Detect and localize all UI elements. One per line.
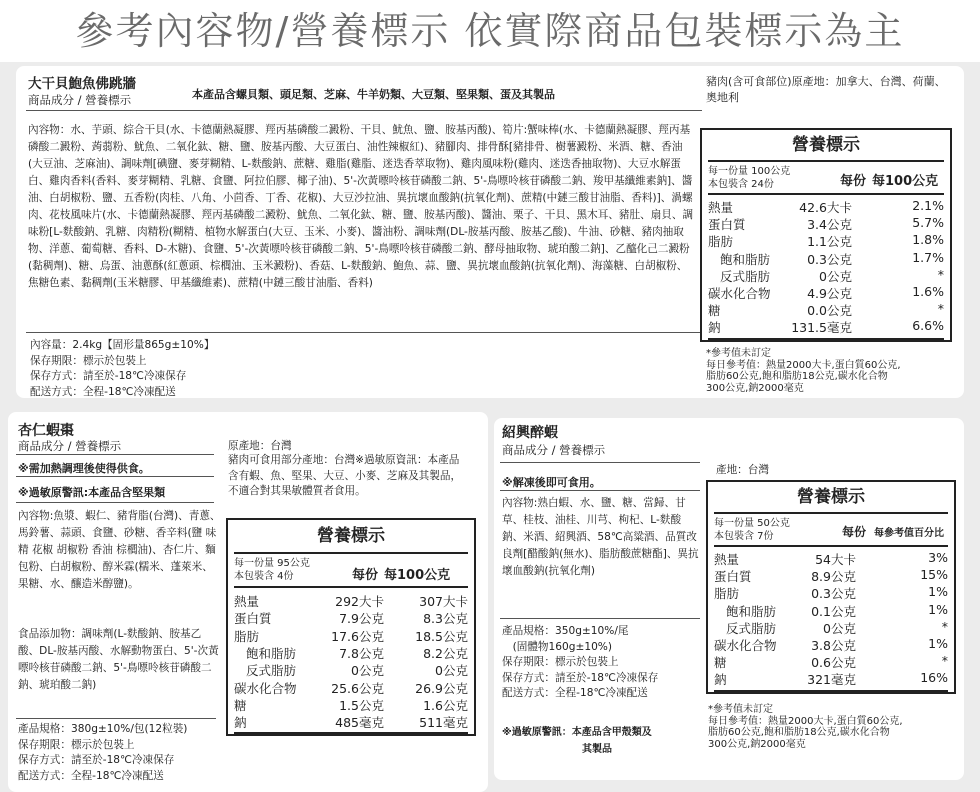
nutrient-name: 反式脂肪 xyxy=(246,663,297,679)
nutrient-name: 糖 xyxy=(234,697,247,713)
nutrient-per-100g: * xyxy=(941,618,948,634)
nutrient-per-100g: 1.6% xyxy=(912,284,944,299)
nutrient-per-serving: 0.0公克 xyxy=(807,303,852,319)
product-card-drunken-shrimp xyxy=(494,418,964,780)
allergen-warning: ※過敏原警訊：本產品含甲殼類及 其製品 xyxy=(502,727,652,755)
nutrition-row xyxy=(234,661,468,678)
serving-size: 每一份量 100公克 xyxy=(708,166,791,177)
nutrient-per-100g: 15% xyxy=(920,567,948,583)
servings-per-pack: 本包裝含 7份 xyxy=(714,531,774,542)
info-list xyxy=(30,338,214,400)
nutrient-name: 糖 xyxy=(708,303,721,319)
nutrition-row xyxy=(234,609,468,626)
nutrient-name: 鈉 xyxy=(708,320,721,336)
serving-size: 每一份量 50公克 xyxy=(714,518,790,529)
nutrition-footnote: *參考值未訂定 每日參考值：熱量2000大卡,蛋白質60公克, 脂肪60公克,飽和脂肪18公克,碳水化合物 300公克,鈉2000毫克 xyxy=(706,348,901,394)
nutrition-row xyxy=(714,619,948,636)
nutrient-per-serving: 8.9公克 xyxy=(811,569,856,585)
product-subtitle: 商品成分 / 營養標示 xyxy=(28,93,132,107)
nutrition-row xyxy=(708,284,944,301)
nutrition-row xyxy=(708,267,944,284)
nutrient-per-100g: 307大卡 xyxy=(419,594,468,609)
nutrient-per-100g: * xyxy=(937,301,944,317)
pork-origin: 豬肉(含可食部位)原產地：加拿大、台灣、荷蘭、奧地利 xyxy=(706,75,946,104)
nutrient-name: 反式脂肪 xyxy=(726,620,777,636)
nutrient-per-serving: 1.1公克 xyxy=(807,234,852,250)
info-shelf-life: 保存期限：標示於包裝上 xyxy=(30,354,147,367)
nutrient-per-100g: 2.1% xyxy=(912,198,944,213)
product-name: 杏仁蝦棗 xyxy=(18,423,74,439)
info-shelf-life: 保存期限：標示於包裝上 xyxy=(18,738,135,751)
nutrient-name: 鈉 xyxy=(234,715,247,731)
info-shelf-life: 保存期限：標示於包裝上 xyxy=(502,656,619,668)
col-per-100g: 每100公克 xyxy=(384,568,451,583)
nutrient-name: 碳水化合物 xyxy=(708,286,771,301)
nutrient-per-100g: 18.5公克 xyxy=(415,628,468,644)
nutrient-name: 蛋白質 xyxy=(234,611,272,627)
nutrition-row xyxy=(714,636,948,653)
nutrient-per-100g: 1% xyxy=(928,636,948,651)
product-name: 紹興醉蝦 xyxy=(502,425,558,441)
nutrient-name: 脂肪 xyxy=(234,628,260,644)
nutrient-per-serving: 3.4公克 xyxy=(807,217,852,233)
nutrient-per-serving: 0.6公克 xyxy=(811,655,856,671)
product-subtitle: 商品成分 / 營養標示 xyxy=(502,443,606,457)
nutrition-title: 營養標示 xyxy=(317,526,385,546)
col-daily-percent: 每參考值百分比 xyxy=(874,528,944,539)
nutrient-per-serving: 17.6公克 xyxy=(331,628,384,644)
nutrient-per-100g: 3% xyxy=(928,550,948,565)
nutrition-row xyxy=(714,567,948,584)
servings-per-pack: 本包裝含 24份 xyxy=(708,179,774,190)
nutrient-per-100g: 1.7% xyxy=(912,249,944,265)
origin: 產地：台灣 xyxy=(716,464,769,476)
nutrient-name: 反式脂肪 xyxy=(720,268,771,284)
nutrient-per-100g: 0公克 xyxy=(435,663,468,679)
servings-per-pack: 本包裝含 4份 xyxy=(234,571,294,582)
nutrition-row xyxy=(708,198,944,215)
nutrition-row xyxy=(714,584,948,601)
nutrient-per-serving: 0公克 xyxy=(351,663,384,679)
product-name: 大干貝鮑魚佛跳牆 xyxy=(28,76,136,92)
nutrition-row xyxy=(708,232,944,249)
nutrition-footnote: *參考值未訂定 每日參考值：熱量2000大卡,蛋白質60公克, 脂肪60公克,飽和脂肪18公克,碳水化合物 300公克,鈉2000毫克 xyxy=(708,704,903,750)
nutrient-name: 熱量 xyxy=(714,552,740,567)
origin: 原產地：台灣 xyxy=(228,440,292,452)
nutrient-per-100g: 8.2公克 xyxy=(423,645,468,661)
nutrient-per-serving: 7.8公克 xyxy=(339,645,384,661)
info-delivery: 配送方式：全程-18℃冷凍配送 xyxy=(18,769,164,782)
nutrient-per-serving: 0公克 xyxy=(819,268,852,284)
heating-warning: ※需加熱調理後使得供食。 xyxy=(18,462,150,475)
nutrient-per-100g: 1% xyxy=(928,584,948,600)
nutrition-row xyxy=(234,713,468,730)
nutrient-per-serving: 3.8公克 xyxy=(811,638,856,653)
nutrition-row xyxy=(234,696,468,713)
nutrient-per-100g: * xyxy=(941,653,948,669)
nutrient-name: 糖 xyxy=(714,655,727,671)
info-solid-weight: (固體物160g±10%) xyxy=(502,640,613,653)
nutrition-row xyxy=(714,653,948,670)
nutrition-facts-panel xyxy=(226,518,476,736)
nutrition-row xyxy=(708,215,944,232)
nutrition-row xyxy=(708,301,944,318)
nutrient-per-serving: 292大卡 xyxy=(335,594,384,609)
nutrient-per-serving: 54大卡 xyxy=(815,552,856,567)
nutrient-per-100g: * xyxy=(937,266,944,282)
nutrition-facts-panel xyxy=(706,480,956,694)
info-list xyxy=(18,722,187,784)
product-card-almond-shrimp-balls xyxy=(8,412,488,792)
info-spec: 產品規格：380g±10%/包(12粒裝) xyxy=(18,723,188,735)
nutrition-row xyxy=(234,627,468,644)
nutrient-name: 脂肪 xyxy=(714,586,740,602)
nutrient-per-serving: 25.6公克 xyxy=(331,680,384,696)
product-subtitle: 商品成分 / 營養標示 xyxy=(18,439,122,453)
nutrient-name: 熱量 xyxy=(234,594,260,609)
nutrient-per-serving: 4.9公克 xyxy=(807,286,852,301)
nutrient-per-100g: 6.6% xyxy=(912,318,944,334)
col-per-serving: 每份 xyxy=(352,568,379,583)
nutrient-per-serving: 0.3公克 xyxy=(807,251,852,267)
info-storage: 保存方式：請至於-18℃冷凍保存 xyxy=(30,370,187,382)
info-storage: 保存方式：請至於-18℃冷凍保存 xyxy=(502,671,659,684)
allergy-info: 豬肉可食用部分產地：台灣※過敏原資訊：本產品含有蝦、魚、堅果、大豆、小麥、芝麻及其製品，不適合對其果敏體質者食用。 xyxy=(228,454,462,497)
nutrition-row xyxy=(714,550,948,567)
nutrient-name: 飽和脂肪 xyxy=(246,645,297,661)
nutrient-per-100g: 1% xyxy=(928,601,948,617)
nutrient-name: 碳水化合物 xyxy=(234,680,297,696)
nutrient-name: 熱量 xyxy=(708,200,734,215)
nutrient-name: 蛋白質 xyxy=(714,569,752,585)
info-storage: 保存方式：請至於-18℃冷凍保存 xyxy=(18,754,175,766)
info-delivery: 配送方式：全程-18℃冷凍配送 xyxy=(502,687,648,699)
nutrition-row xyxy=(714,602,948,619)
nutrient-per-serving: 0公克 xyxy=(823,620,856,636)
nutrition-title: 營養標示 xyxy=(792,135,860,155)
nutrient-name: 鈉 xyxy=(714,672,727,688)
nutrient-per-100g: 16% xyxy=(920,670,948,686)
nutrient-per-serving: 131.5毫克 xyxy=(791,320,852,336)
nutrient-name: 脂肪 xyxy=(708,234,734,250)
nutrient-per-serving: 1.5公克 xyxy=(339,697,384,713)
nutrition-row xyxy=(234,592,468,609)
nutrient-per-serving: 7.9公克 xyxy=(339,611,384,627)
additives-text: 食品添加物：調味劑(L-麩酸鈉、胺基乙酸、DL-胺基丙酸、水解動物蛋白、5'-次黃嘌呤核苷磷酸二鈉、5'-鳥嘌呤核苷磷酸二鈉、琥珀酸二鈉) xyxy=(18,628,219,691)
nutrition-row xyxy=(234,679,468,696)
nutrient-name: 飽和脂肪 xyxy=(726,603,777,619)
nutrient-per-serving: 0.1公克 xyxy=(811,603,856,619)
ingredients-text: 內容物:魚漿、蝦仁、豬背脂(台灣)、青蔥、馬鈴薯、蒜頭、食鹽、砂糖、香辛料(鹽 味精 花椒 胡椒粉 香油 棕櫚油)、杏仁片、麵包粉、白胡椒粉、醇米霖(糯米、蓬萊米、果糖、水、釀造米醇鹽)。 xyxy=(18,510,221,590)
nutrition-row xyxy=(708,250,944,267)
info-delivery: 配送方式：全程-18℃冷凍配送 xyxy=(30,385,176,398)
nutrient-per-100g: 1.6公克 xyxy=(423,697,468,713)
info-list xyxy=(502,624,658,702)
allergen-warning: ※過敏原警訊:本產品含堅果類 xyxy=(18,486,166,499)
nutrient-per-100g: 511毫克 xyxy=(419,715,468,731)
allergen-notice: 本產品含螺貝類、頭足類、芝麻、牛羊奶類、大豆類、堅果類、蛋及其製品 xyxy=(192,88,555,101)
nutrient-per-100g: 1.8% xyxy=(912,232,944,248)
nutrition-row xyxy=(714,670,948,687)
col-per-serving: 每份 xyxy=(842,525,867,539)
nutrition-row xyxy=(708,318,944,335)
nutrient-per-serving: 42.6大卡 xyxy=(799,200,852,215)
nutrition-facts-panel xyxy=(700,128,952,342)
nutrient-per-100g: 5.7% xyxy=(912,215,944,231)
nutrient-per-serving: 0.3公克 xyxy=(811,586,856,602)
product-card-buddha-jumps-wall xyxy=(16,66,964,398)
info-net-weight: 內容量：2.4kg【固形量865g±10%】 xyxy=(30,339,215,351)
nutrient-name: 蛋白質 xyxy=(708,217,746,233)
nutrient-per-100g: 26.9公克 xyxy=(415,680,468,696)
nutrient-name: 飽和脂肪 xyxy=(720,251,771,267)
page-banner-title: 參考內容物/營養標示 依實際商品包裝標示為主 xyxy=(0,0,980,62)
ingredients-text: 內容物:熟白蝦、水、鹽、糖、當歸、甘草、桂枝、油桂、川芎、枸杞、L-麩酸鈉、米酒、紹興酒、58℃高粱酒、品質改良劑[醋酸鈉(無水)、脂肪酸蔗糖酯]、異抗壞血酸鈉(抗氧化劑) xyxy=(502,497,699,577)
nutrient-per-serving: 321毫克 xyxy=(807,672,856,688)
nutrition-row xyxy=(234,644,468,661)
col-per-100g: 每100公克 xyxy=(872,174,939,189)
thaw-warning: ※解凍後即可食用。 xyxy=(502,476,601,489)
serving-size: 每一份量 95公克 xyxy=(234,558,310,569)
nutrition-title: 營養標示 xyxy=(797,487,865,507)
nutrient-per-serving: 485毫克 xyxy=(335,715,384,731)
nutrient-per-100g: 8.3公克 xyxy=(423,611,468,627)
nutrient-name: 碳水化合物 xyxy=(714,638,777,653)
ingredients-text: 內容物：水、芋頭、綜合干貝(水、卡德蘭熱凝膠、羥丙基磷酸二澱粉、干貝、魷魚、鹽、胺基丙酸)、筍片:蟹味棒(水、卡德蘭熱凝膠、羥丙基磷酸二澱粉、蒟蒻粉、魷魚、二氧化鈦、糖、鹽、胺基丙酸、大豆蛋白、油性辣椒紅)、豬腳肉、排骨酥[豬排骨、樹薯澱粉、米酒、糖、香油(大豆油、芝麻油)、調味劑[碘鹽、麥芽糊精、L-麩酸鈉、蔗糖、雞脂(雞脂、迷迭香萃取物)、雞肉風味粉(雞肉、迷迭香抽取物)、大豆水解蛋白、雞肉香料(香料、麥芽糊精、乳糖、食鹽、阿拉伯膠、椰子油)、5'-次黃嘌呤核苷磷酸二鈉、5'-鳥嘌呤核苷磷酸二鈉、羧甲基纖維素鈉]、醬油、白胡椒粉、鹽、五香粉(肉桂、八角、小茴香、丁香、花椒)、大豆沙拉油、異抗壞血酸鈉(抗氧化劑)、蔗精(中鏈三酸甘油脂、香料)]、渦螺肉、花枝風味片(水、卡德蘭熱凝膠、羥丙基磷酸二澱粉、魷魚、二氧化鈦、糖、鹽、胺基丙酸)、醬油、栗子、干貝、黑木耳、豬肚、扇貝、調味粉[L-麩酸鈉、乳糖、肉精粉(糊精、植物水解蛋白(大豆、玉米、小麥)、醬油粉、調味劑(DL-胺基丙酸、胺基乙酸)、牛油、砂糖、豬肉抽取物、洋蔥、葡萄糖、香料、D-木糖)、食鹽、5'-次黃嘌呤核苷磷酸二鈉、5'-鳥嘌呤核苷磷酸二鈉、酵母抽取物、琥珀酸二鈉]、乙醯化己二澱粉(黏稠劑)、糖、烏蛋、油蔥酥(紅蔥頭、棕櫚油、玉米澱粉)、香菇、L-麩酸鈉、鮑魚、蒜、鹽、異抗壞血酸鈉(抗氧化劑)、海藻糖、白胡椒粉、焦糖色素、黏稠劑(玉米糖膠、甲基纖維素)、蔗精(中鏈三酸甘油脂、香料) xyxy=(28,124,694,289)
col-per-serving: 每份 xyxy=(840,174,867,189)
info-spec: 產品規格：350g±10%/尾 xyxy=(502,625,629,637)
